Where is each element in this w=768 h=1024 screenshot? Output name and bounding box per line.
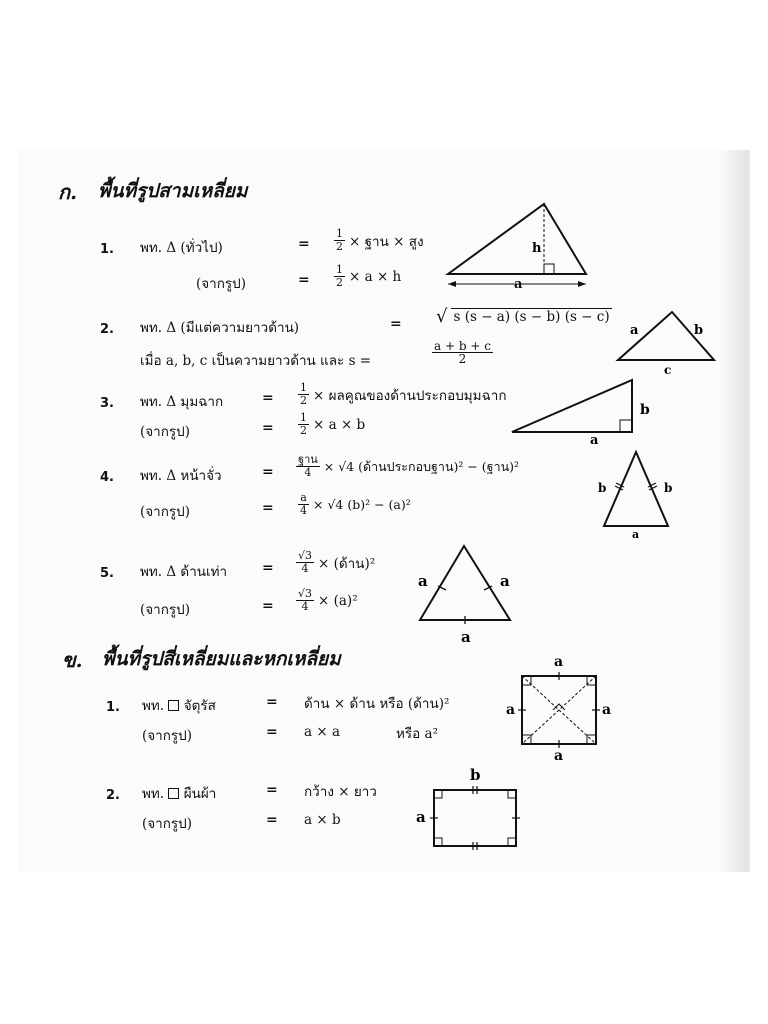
item-b1-formula: ด้าน × ด้าน หรือ (ด้าน)² — [304, 696, 450, 712]
rectangle-figure — [412, 764, 532, 854]
item-b1-sub-label: (จากรูป) — [142, 728, 193, 744]
item-b2-sub-label: (จากรูป) — [142, 816, 193, 832]
item-b1-label: พท. จัตุรัส — [142, 698, 216, 714]
page-edge-shadow — [720, 150, 750, 872]
svg-text:a: a — [506, 702, 516, 718]
svg-text:c: c — [664, 363, 672, 376]
item-a3-sub-formula: $\frac{1}{2}$ × a × b — [300, 411, 366, 437]
item-a1-formula: $\frac{1}{2}$ × ฐาน × สูง — [336, 227, 424, 253]
item-a3-equals: = — [262, 390, 274, 406]
item-a4-sub-label: (จากรูป) — [140, 504, 191, 520]
item-a5-sub-formula: $\frac{√3}{4}$ × (a)² — [298, 587, 358, 613]
svg-text:a: a — [461, 628, 471, 646]
item-a2-label: พท. Δ (มีแต่ความยาวด้าน) — [140, 320, 300, 336]
item-a1-sub-label: (จากรูป) — [196, 276, 247, 292]
item-b2-sub-formula: a × b — [304, 812, 341, 828]
svg-text:b: b — [694, 323, 704, 338]
item-a5-number: 5. — [100, 566, 114, 581]
item-b2-number: 2. — [106, 788, 120, 803]
item-a4-label: พท. Δ หน้าจั่ว — [140, 468, 222, 484]
item-a2-equals: = — [390, 316, 402, 332]
item-a5-equals: = — [262, 560, 274, 576]
item-a1-number: 1. — [100, 242, 114, 257]
item-a1-label: พท. Δ (ทั่วไป) — [140, 240, 223, 256]
item-b1-equals: = — [266, 694, 278, 710]
item-a1-sub-formula: $\frac{1}{2}$ × a × h — [336, 263, 402, 289]
item-a2-number: 2. — [100, 322, 114, 337]
svg-text:a: a — [632, 528, 640, 541]
item-a4-sub-formula: $\frac{a}{4}$ × √4 (b)² − (a)² — [300, 491, 411, 517]
svg-text:a: a — [630, 323, 639, 338]
item-a5-sub-equals: = — [262, 598, 274, 614]
item-b1-number: 1. — [106, 700, 120, 715]
item-a4-sub-equals: = — [262, 500, 274, 516]
item-a3-sub-equals: = — [262, 420, 274, 436]
item-a2-where-text: เมื่อ a, b, c เป็นความยาวด้าน และ s = — [140, 353, 372, 369]
item-b1-sub-equals: = — [266, 724, 278, 740]
item-a5-label: พท. Δ ด้านเท่า — [140, 564, 228, 580]
item-b2-label: พท. ผืนผ้า — [142, 786, 217, 802]
square-icon — [168, 700, 179, 711]
item-b1-sub-alt: หรือ a² — [396, 726, 439, 742]
svg-text:b: b — [664, 481, 673, 495]
item-a3-sub-label: (จากรูป) — [140, 424, 191, 440]
item-b2-sub-equals: = — [266, 812, 278, 828]
item-a2-formula: √ s (s − a) (s − b) (s − c) — [436, 306, 610, 327]
square-figure — [500, 652, 620, 764]
item-a3-label: พท. Δ มุมฉาก — [140, 394, 224, 410]
item-a1-fraction: $\frac{1}{2}$ — [336, 227, 343, 253]
section-b-title: พื้นที่รูปสี่เหลี่ยมและหกเหลี่ยม — [102, 648, 341, 670]
svg-text:a: a — [554, 654, 564, 670]
right-triangle-figure — [506, 374, 656, 446]
item-a1-sub-equals: = — [298, 272, 310, 288]
item-a5-sub-label: (จากรูป) — [140, 602, 191, 618]
svg-text:b: b — [598, 481, 607, 495]
section-a-letter: ก. — [58, 180, 78, 204]
scalene-triangle-figure — [612, 304, 722, 376]
item-a2-s-fraction: $\frac{a + b + c}{2}$ — [434, 339, 491, 366]
svg-text:a: a — [602, 702, 612, 718]
general-triangle-h-label: h — [532, 241, 542, 256]
item-b1-sub-formula: a × a — [304, 724, 340, 740]
section-a-title: พื้นที่รูปสามเหลี่ยม — [98, 180, 248, 202]
svg-text:a: a — [500, 572, 510, 590]
svg-text:b: b — [640, 402, 650, 418]
svg-text:a: a — [418, 572, 428, 590]
item-a3-number: 3. — [100, 396, 114, 411]
svg-text:b: b — [470, 766, 481, 784]
section-b-letter: ข. — [62, 648, 83, 672]
general-triangle-figure — [440, 196, 610, 296]
item-a4-equals: = — [262, 464, 274, 480]
equilateral-triangle-figure — [408, 540, 528, 648]
item-a4-formula: $\frac{\text{ฐาน}}{4}$ × √4 (ด้านประกอบฐาน)² − (ฐาน)² — [298, 453, 520, 479]
item-a4-number: 4. — [100, 470, 114, 485]
item-a3-formula: $\frac{1}{2}$ × ผลคูณของด้านประกอบมุมฉาก — [300, 381, 507, 407]
svg-text:a: a — [554, 748, 564, 764]
item-b2-formula: กว้าง × ยาว — [304, 784, 377, 800]
item-b2-equals: = — [266, 782, 278, 798]
item-a1-equals: = — [298, 236, 310, 252]
svg-text:a: a — [416, 808, 426, 826]
item-a5-formula: $\frac{√3}{4}$ × (ด้าน)² — [298, 549, 376, 575]
general-triangle-a-label: a — [514, 277, 523, 292]
rectangle-icon — [168, 788, 179, 799]
svg-text:a: a — [590, 433, 599, 446]
isosceles-triangle-figure — [592, 446, 688, 542]
